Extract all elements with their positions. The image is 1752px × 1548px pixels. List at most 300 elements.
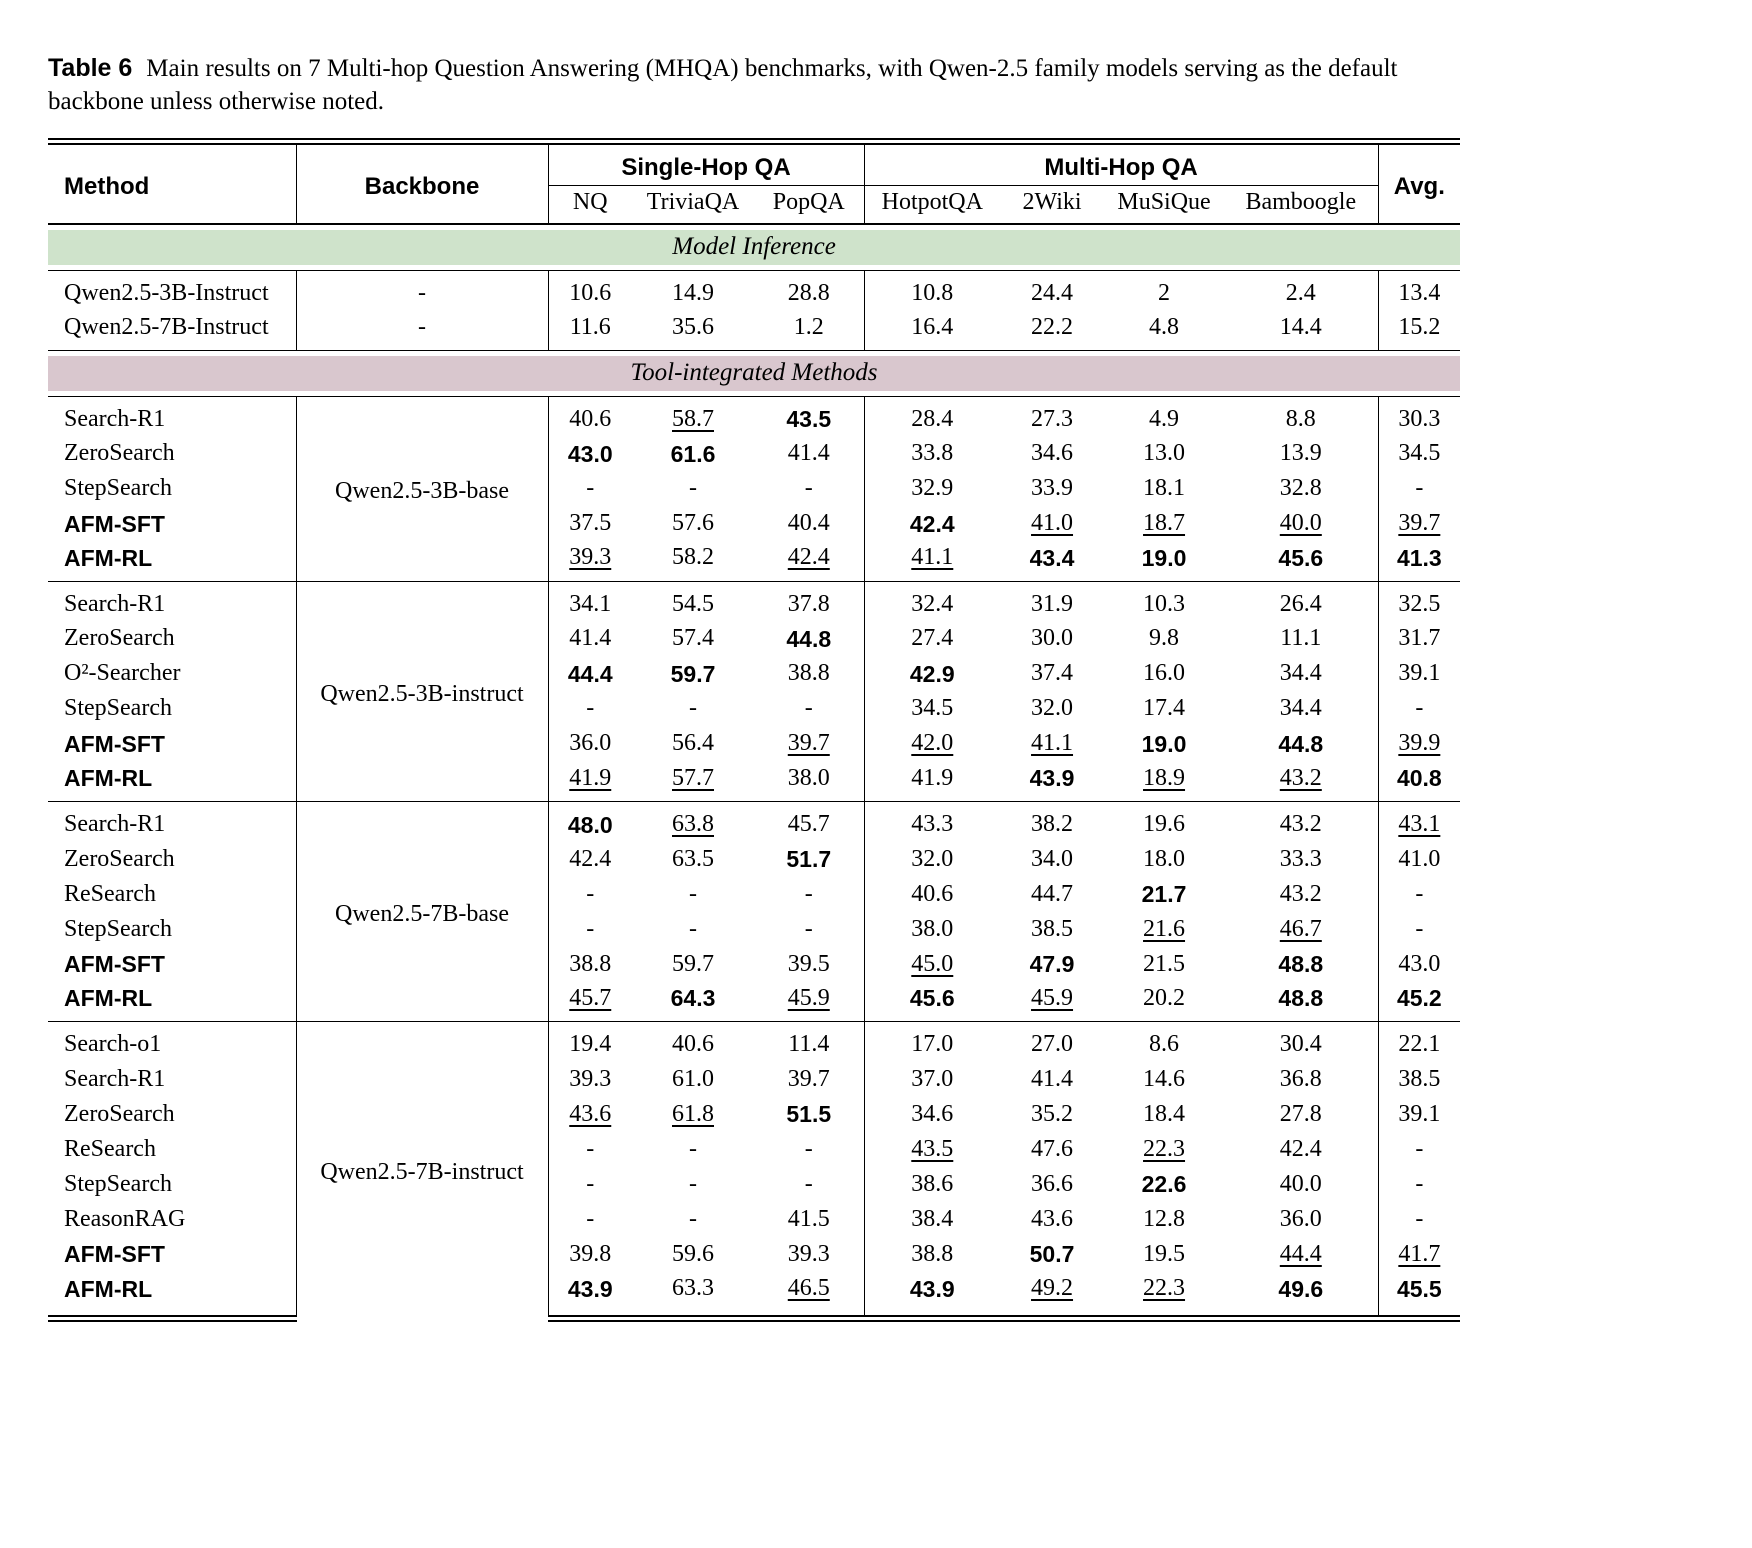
score-cell: - bbox=[586, 1135, 595, 1162]
score-cell: 9.8 bbox=[1149, 625, 1180, 652]
score-cell: 4.8 bbox=[1149, 313, 1180, 340]
score-cell: 32.9 bbox=[911, 475, 954, 502]
backbone-cell: - bbox=[296, 311, 548, 351]
score-cell: 63.8 bbox=[632, 802, 754, 842]
score-cell: 37.0 bbox=[911, 1065, 954, 1092]
avg-cell: 45.2 bbox=[1396, 985, 1442, 1012]
col-header-hotpotqa: HotpotQA bbox=[864, 185, 1000, 224]
avg-cell: 43.0 bbox=[1398, 950, 1441, 977]
score-cell: 41.4 bbox=[569, 625, 612, 652]
score-cell: 36.0 bbox=[569, 730, 612, 757]
score-cell: 38.6 bbox=[911, 1170, 954, 1197]
backbone-cell: Qwen2.5-7B-instruct bbox=[296, 1022, 548, 1318]
table-row bbox=[48, 762, 1460, 802]
score-cell: 35.2 bbox=[1031, 1100, 1074, 1127]
score-cell: 39.8 bbox=[569, 1240, 612, 1267]
score-cell: 34.6 bbox=[1031, 440, 1074, 467]
score-cell: 43.9 bbox=[864, 1272, 1000, 1318]
results-table-head bbox=[48, 142, 1460, 225]
score-cell: 27.8 bbox=[1224, 1097, 1378, 1132]
avg-cell: 30.3 bbox=[1378, 396, 1460, 436]
score-cell: 39.3 bbox=[754, 1237, 864, 1272]
score-cell: 18.1 bbox=[1143, 475, 1186, 502]
table-row bbox=[48, 1237, 1460, 1272]
score-cell: 19.0 bbox=[1141, 730, 1187, 757]
score-cell: 57.7 bbox=[672, 764, 714, 791]
avg-cell: 39.1 bbox=[1398, 1100, 1441, 1127]
method-cell: AFM-RL bbox=[48, 762, 296, 802]
backbone-cell: Qwen2.5-7B-base bbox=[296, 802, 548, 1022]
score-cell: 45.6 bbox=[909, 985, 955, 1012]
score-cell: 40.6 bbox=[632, 1022, 754, 1062]
method-cell: ReasonRAG bbox=[48, 1202, 296, 1237]
score-cell: 43.2 bbox=[1224, 877, 1378, 912]
score-cell: 31.9 bbox=[1000, 582, 1104, 622]
score-cell: - bbox=[754, 471, 864, 506]
score-cell: 22.3 bbox=[1143, 1135, 1186, 1162]
score-cell: 36.8 bbox=[1224, 1062, 1378, 1097]
score-cell: 10.8 bbox=[864, 270, 1000, 310]
score-cell: 41.5 bbox=[754, 1202, 864, 1237]
score-cell: 58.7 bbox=[632, 396, 754, 436]
method-cell: ZeroSearch bbox=[48, 1097, 296, 1132]
score-cell: 30.4 bbox=[1224, 1022, 1378, 1062]
score-cell: - bbox=[586, 1205, 595, 1232]
score-cell: 32.8 bbox=[1224, 471, 1378, 506]
score-cell: 64.3 bbox=[670, 985, 716, 1012]
score-cell: - bbox=[586, 475, 595, 502]
table-row bbox=[48, 471, 1460, 506]
score-cell: 49.2 bbox=[1000, 1272, 1104, 1318]
score-cell: 38.0 bbox=[911, 915, 954, 942]
score-cell: 27.3 bbox=[1000, 396, 1104, 436]
table-row bbox=[48, 727, 1460, 762]
score-cell: 42.4 bbox=[909, 510, 955, 537]
score-cell: - bbox=[689, 880, 697, 907]
col-group-multi-hop-qa: Multi-Hop QA bbox=[864, 142, 1378, 186]
score-cell: 48.8 bbox=[1224, 982, 1378, 1022]
score-cell: 33.8 bbox=[911, 440, 954, 467]
score-cell: 43.0 bbox=[567, 440, 613, 467]
score-cell: 11.6 bbox=[569, 313, 611, 340]
score-cell: 61.0 bbox=[672, 1065, 714, 1092]
score-cell: 18.0 bbox=[1143, 845, 1186, 872]
score-cell: 8.8 bbox=[1224, 396, 1378, 436]
score-cell: 43.9 bbox=[548, 1272, 632, 1318]
score-cell: 39.7 bbox=[754, 727, 864, 762]
score-cell: 39.5 bbox=[754, 947, 864, 982]
score-cell: 56.4 bbox=[672, 730, 714, 757]
score-cell: 24.4 bbox=[1000, 270, 1104, 310]
score-cell: 51.7 bbox=[754, 842, 864, 877]
score-cell: 16.4 bbox=[911, 313, 954, 340]
table-row bbox=[48, 1062, 1460, 1097]
score-cell: 14.6 bbox=[1143, 1065, 1186, 1092]
score-cell: 39.3 bbox=[569, 1065, 612, 1092]
score-cell: - bbox=[754, 692, 864, 727]
score-cell: 18.7 bbox=[1143, 510, 1186, 537]
score-cell: 45.7 bbox=[569, 984, 612, 1011]
score-cell: 11.1 bbox=[1224, 622, 1378, 657]
avg-cell: 34.5 bbox=[1398, 440, 1441, 467]
backbone-cell: - bbox=[296, 270, 548, 310]
score-cell: 37.5 bbox=[569, 510, 612, 537]
score-cell: 54.5 bbox=[632, 582, 754, 622]
method-cell: StepSearch bbox=[48, 471, 296, 506]
score-cell: 42.0 bbox=[911, 730, 954, 757]
avg-cell: 38.5 bbox=[1398, 1065, 1441, 1092]
method-cell: ReSearch bbox=[48, 1132, 296, 1167]
score-cell: 38.8 bbox=[569, 950, 612, 977]
table-row bbox=[48, 802, 1460, 842]
score-cell: - bbox=[689, 1205, 697, 1232]
score-cell: 45.9 bbox=[754, 982, 864, 1022]
score-cell: 43.6 bbox=[1031, 1205, 1074, 1232]
score-cell: 14.9 bbox=[632, 270, 754, 310]
score-cell: 17.4 bbox=[1143, 695, 1186, 722]
table-row bbox=[48, 982, 1460, 1022]
method-cell: Qwen2.5-7B-Instruct bbox=[48, 311, 296, 351]
score-cell: 32.4 bbox=[864, 582, 1000, 622]
score-cell: 10.3 bbox=[1104, 582, 1224, 622]
score-cell: 19.4 bbox=[548, 1022, 632, 1062]
section-band-label: Model Inference bbox=[48, 230, 1460, 265]
score-cell: 45.0 bbox=[911, 950, 954, 977]
score-cell: - bbox=[754, 912, 864, 947]
score-cell: 61.8 bbox=[672, 1100, 714, 1127]
score-cell: 34.6 bbox=[911, 1100, 954, 1127]
table-row bbox=[48, 270, 1460, 310]
table-row bbox=[48, 1022, 1460, 1062]
method-cell: StepSearch bbox=[48, 912, 296, 947]
score-cell: - bbox=[586, 1170, 595, 1197]
score-cell: 45.7 bbox=[754, 802, 864, 842]
score-cell: 33.9 bbox=[1031, 475, 1074, 502]
score-cell: 34.4 bbox=[1224, 692, 1378, 727]
method-cell: Search-R1 bbox=[48, 582, 296, 622]
section-band-cell bbox=[48, 224, 1460, 270]
table-row bbox=[48, 657, 1460, 692]
table-row bbox=[48, 622, 1460, 657]
table-row bbox=[48, 582, 1460, 622]
score-cell: - bbox=[754, 1132, 864, 1167]
score-cell: 48.8 bbox=[1224, 947, 1378, 982]
header-row-groups bbox=[48, 142, 1460, 186]
avg-cell: 45.5 bbox=[1378, 1272, 1460, 1318]
score-cell: - bbox=[586, 695, 595, 722]
score-cell: 20.2 bbox=[1143, 984, 1186, 1011]
score-cell: 41.4 bbox=[1031, 1065, 1074, 1092]
table-row bbox=[48, 1272, 1460, 1318]
score-cell: 59.7 bbox=[670, 660, 716, 687]
score-cell: 38.0 bbox=[754, 762, 864, 802]
score-cell: 59.6 bbox=[672, 1240, 714, 1267]
score-cell: 42.4 bbox=[1224, 1132, 1378, 1167]
method-cell: Search-R1 bbox=[48, 1062, 296, 1097]
score-cell: - bbox=[586, 915, 595, 942]
method-cell: AFM-SFT bbox=[48, 727, 296, 762]
table-row bbox=[48, 541, 1460, 581]
score-cell: 18.9 bbox=[1143, 764, 1186, 791]
method-cell: AFM-RL bbox=[48, 982, 296, 1022]
score-cell: - bbox=[754, 1167, 864, 1202]
score-cell: 14.4 bbox=[1224, 311, 1378, 351]
score-cell: 58.2 bbox=[672, 544, 714, 571]
score-cell: 43.4 bbox=[1029, 545, 1075, 572]
table-row bbox=[48, 436, 1460, 471]
method-cell: ReSearch bbox=[48, 877, 296, 912]
avg-cell: - bbox=[1415, 475, 1424, 502]
score-cell: 4.9 bbox=[1104, 396, 1224, 436]
col-header-nq: NQ bbox=[548, 185, 632, 224]
score-cell: 26.4 bbox=[1224, 582, 1378, 622]
avg-cell: 15.2 bbox=[1398, 313, 1441, 340]
col-header-avg: Avg. bbox=[1378, 142, 1460, 225]
score-cell: 11.4 bbox=[754, 1022, 864, 1062]
score-cell: 44.7 bbox=[1031, 880, 1074, 907]
score-cell: 30.0 bbox=[1031, 625, 1074, 652]
score-cell: 1.2 bbox=[754, 311, 864, 351]
score-cell: 36.0 bbox=[1224, 1202, 1378, 1237]
col-header-bamboogle: Bamboogle bbox=[1224, 185, 1378, 224]
score-cell: 17.0 bbox=[864, 1022, 1000, 1062]
table-row bbox=[48, 311, 1460, 351]
score-cell: 61.6 bbox=[670, 440, 716, 467]
score-cell: 22.6 bbox=[1141, 1171, 1187, 1198]
score-cell: 16.0 bbox=[1143, 660, 1186, 687]
score-cell: 41.9 bbox=[569, 764, 612, 791]
score-cell: 46.5 bbox=[754, 1272, 864, 1318]
col-header-popqa: PopQA bbox=[754, 185, 864, 224]
table-caption-label: Table 6 bbox=[48, 54, 133, 82]
backbone-cell: Qwen2.5-3B-base bbox=[296, 396, 548, 581]
score-cell: 38.8 bbox=[754, 657, 864, 692]
score-cell: - bbox=[689, 475, 697, 502]
score-cell: 35.6 bbox=[672, 313, 714, 340]
score-cell: 32.0 bbox=[1031, 695, 1074, 722]
avg-cell: 39.7 bbox=[1398, 510, 1441, 537]
score-cell: 19.0 bbox=[1141, 545, 1187, 572]
table-row bbox=[48, 842, 1460, 877]
score-cell: 28.4 bbox=[864, 396, 1000, 436]
score-cell: 22.3 bbox=[1104, 1272, 1224, 1318]
avg-cell: 31.7 bbox=[1398, 625, 1441, 652]
table-row bbox=[48, 692, 1460, 727]
score-cell: 45.6 bbox=[1224, 541, 1378, 581]
score-cell: 43.3 bbox=[864, 802, 1000, 842]
table-row bbox=[48, 1167, 1460, 1202]
score-cell: 10.6 bbox=[548, 270, 632, 310]
score-cell: 34.0 bbox=[1031, 845, 1074, 872]
score-cell: 32.0 bbox=[911, 845, 954, 872]
table-row bbox=[48, 1097, 1460, 1132]
method-cell: AFM-RL bbox=[48, 1272, 296, 1318]
method-cell: AFM-SFT bbox=[48, 506, 296, 541]
method-cell: ZeroSearch bbox=[48, 436, 296, 471]
score-cell: 8.6 bbox=[1104, 1022, 1224, 1062]
score-cell: 27.4 bbox=[911, 625, 954, 652]
col-header-backbone: Backbone bbox=[296, 142, 548, 225]
score-cell: 43.2 bbox=[1224, 802, 1378, 842]
score-cell: 40.0 bbox=[1224, 506, 1378, 541]
avg-cell: 40.8 bbox=[1396, 765, 1442, 792]
score-cell: - bbox=[689, 1170, 697, 1197]
score-cell: 42.4 bbox=[754, 541, 864, 581]
score-cell: 13.9 bbox=[1224, 436, 1378, 471]
table-row bbox=[48, 396, 1460, 436]
score-cell: 43.6 bbox=[569, 1100, 612, 1127]
score-cell: 50.7 bbox=[1029, 1241, 1075, 1268]
score-cell: 41.1 bbox=[1031, 730, 1074, 757]
section-band-row bbox=[48, 224, 1460, 270]
score-cell: 43.9 bbox=[1029, 765, 1075, 792]
score-cell: 18.4 bbox=[1143, 1100, 1186, 1127]
score-cell: 59.7 bbox=[672, 950, 714, 977]
method-cell: AFM-SFT bbox=[48, 1237, 296, 1272]
score-cell: 38.2 bbox=[1000, 802, 1104, 842]
score-cell: 44.4 bbox=[567, 660, 613, 687]
avg-cell: 41.0 bbox=[1398, 845, 1441, 872]
score-cell: 41.1 bbox=[911, 544, 954, 571]
score-cell: 41.9 bbox=[911, 764, 954, 791]
avg-cell: 39.1 bbox=[1398, 660, 1441, 687]
score-cell: 40.6 bbox=[911, 880, 954, 907]
avg-cell: 43.1 bbox=[1378, 802, 1460, 842]
avg-cell: 41.7 bbox=[1398, 1240, 1441, 1267]
score-cell: 34.4 bbox=[1224, 657, 1378, 692]
method-cell: Qwen2.5-3B-Instruct bbox=[48, 270, 296, 310]
score-cell: - bbox=[586, 880, 595, 907]
score-cell: 57.6 bbox=[672, 510, 714, 537]
table-row bbox=[48, 506, 1460, 541]
section-band-label: Tool-integrated Methods bbox=[48, 356, 1460, 391]
score-cell: 38.5 bbox=[1031, 915, 1074, 942]
avg-cell: - bbox=[1415, 880, 1424, 907]
avg-cell: 41.3 bbox=[1396, 545, 1442, 572]
section-band-row bbox=[48, 351, 1460, 397]
method-cell: AFM-RL bbox=[48, 541, 296, 581]
score-cell: 49.6 bbox=[1224, 1272, 1378, 1318]
col-header-2wiki: 2Wiki bbox=[1000, 185, 1104, 224]
score-cell: - bbox=[689, 915, 697, 942]
method-cell: O²-Searcher bbox=[48, 657, 296, 692]
score-cell: 44.4 bbox=[1224, 1237, 1378, 1272]
score-cell: 36.6 bbox=[1031, 1170, 1074, 1197]
score-cell: 63.5 bbox=[672, 845, 714, 872]
col-header-musique: MuSiQue bbox=[1104, 185, 1224, 224]
score-cell: 37.8 bbox=[754, 582, 864, 622]
score-cell: 38.8 bbox=[911, 1240, 954, 1267]
score-cell: - bbox=[754, 877, 864, 912]
score-cell: 43.5 bbox=[754, 396, 864, 436]
score-cell: 42.4 bbox=[569, 845, 612, 872]
score-cell: 38.4 bbox=[911, 1205, 954, 1232]
section-band-cell bbox=[48, 351, 1460, 397]
method-cell: Search-R1 bbox=[48, 802, 296, 842]
score-cell: 46.7 bbox=[1224, 912, 1378, 947]
score-cell: 42.9 bbox=[909, 660, 955, 687]
score-cell: 43.5 bbox=[911, 1135, 954, 1162]
score-cell: 40.0 bbox=[1224, 1167, 1378, 1202]
score-cell: 51.5 bbox=[754, 1097, 864, 1132]
score-cell: 37.4 bbox=[1031, 660, 1074, 687]
score-cell: 47.9 bbox=[1029, 951, 1075, 978]
method-cell: StepSearch bbox=[48, 1167, 296, 1202]
avg-cell: 13.4 bbox=[1378, 270, 1460, 310]
avg-cell: - bbox=[1415, 915, 1424, 942]
avg-cell: - bbox=[1415, 1135, 1424, 1162]
avg-cell: 22.1 bbox=[1378, 1022, 1460, 1062]
table-row bbox=[48, 947, 1460, 982]
method-cell: Search-R1 bbox=[48, 396, 296, 436]
score-cell: 44.8 bbox=[1224, 727, 1378, 762]
backbone-cell: Qwen2.5-3B-instruct bbox=[296, 582, 548, 802]
method-cell: AFM-SFT bbox=[48, 947, 296, 982]
table-row bbox=[48, 1132, 1460, 1167]
results-table bbox=[48, 138, 1460, 1322]
score-cell: 39.3 bbox=[569, 544, 612, 571]
table-row bbox=[48, 1202, 1460, 1237]
avg-cell: - bbox=[1415, 1170, 1424, 1197]
col-header-triviaqa: TriviaQA bbox=[632, 185, 754, 224]
table-row bbox=[48, 877, 1460, 912]
score-cell: 21.5 bbox=[1143, 950, 1186, 977]
table-caption-text: Main results on 7 Multi-hop Question Answering (MHQA) benchmarks, with Qwen-2.5 family models serving as the default backbone unless otherwise noted. bbox=[48, 55, 1398, 115]
table-caption bbox=[48, 52, 1460, 118]
results-table-body bbox=[48, 224, 1460, 1318]
score-cell: 43.2 bbox=[1224, 762, 1378, 802]
avg-cell: 32.5 bbox=[1378, 582, 1460, 622]
avg-cell: 39.9 bbox=[1398, 730, 1441, 757]
score-cell: 47.6 bbox=[1031, 1135, 1074, 1162]
score-cell: 19.5 bbox=[1143, 1240, 1186, 1267]
score-cell: 2 bbox=[1104, 270, 1224, 310]
score-cell: 40.6 bbox=[548, 396, 632, 436]
score-cell: 21.7 bbox=[1141, 881, 1187, 908]
method-cell: ZeroSearch bbox=[48, 842, 296, 877]
score-cell: 39.7 bbox=[754, 1062, 864, 1097]
score-cell: 44.8 bbox=[754, 622, 864, 657]
score-cell: 33.3 bbox=[1224, 842, 1378, 877]
score-cell: 2.4 bbox=[1224, 270, 1378, 310]
score-cell: 45.9 bbox=[1031, 984, 1074, 1011]
score-cell: - bbox=[689, 1135, 697, 1162]
avg-cell: - bbox=[1415, 1205, 1424, 1232]
score-cell: 41.0 bbox=[1031, 510, 1074, 537]
score-cell: 34.1 bbox=[548, 582, 632, 622]
score-cell: 48.0 bbox=[548, 802, 632, 842]
score-cell: 34.5 bbox=[911, 695, 954, 722]
col-group-single-hop-qa: Single-Hop QA bbox=[548, 142, 864, 186]
table-row bbox=[48, 912, 1460, 947]
score-cell: 13.0 bbox=[1143, 440, 1186, 467]
score-cell: 27.0 bbox=[1000, 1022, 1104, 1062]
method-cell: ZeroSearch bbox=[48, 622, 296, 657]
method-cell: StepSearch bbox=[48, 692, 296, 727]
score-cell: 41.4 bbox=[754, 436, 864, 471]
score-cell: 28.8 bbox=[754, 270, 864, 310]
avg-cell: - bbox=[1415, 695, 1424, 722]
score-cell: 40.4 bbox=[754, 506, 864, 541]
score-cell: 12.8 bbox=[1143, 1205, 1186, 1232]
col-header-method: Method bbox=[48, 142, 296, 225]
score-cell: 63.3 bbox=[632, 1272, 754, 1318]
method-cell: Search-o1 bbox=[48, 1022, 296, 1062]
score-cell: 22.2 bbox=[1031, 313, 1074, 340]
score-cell: 57.4 bbox=[672, 625, 714, 652]
score-cell: 21.6 bbox=[1143, 915, 1186, 942]
score-cell: 19.6 bbox=[1104, 802, 1224, 842]
